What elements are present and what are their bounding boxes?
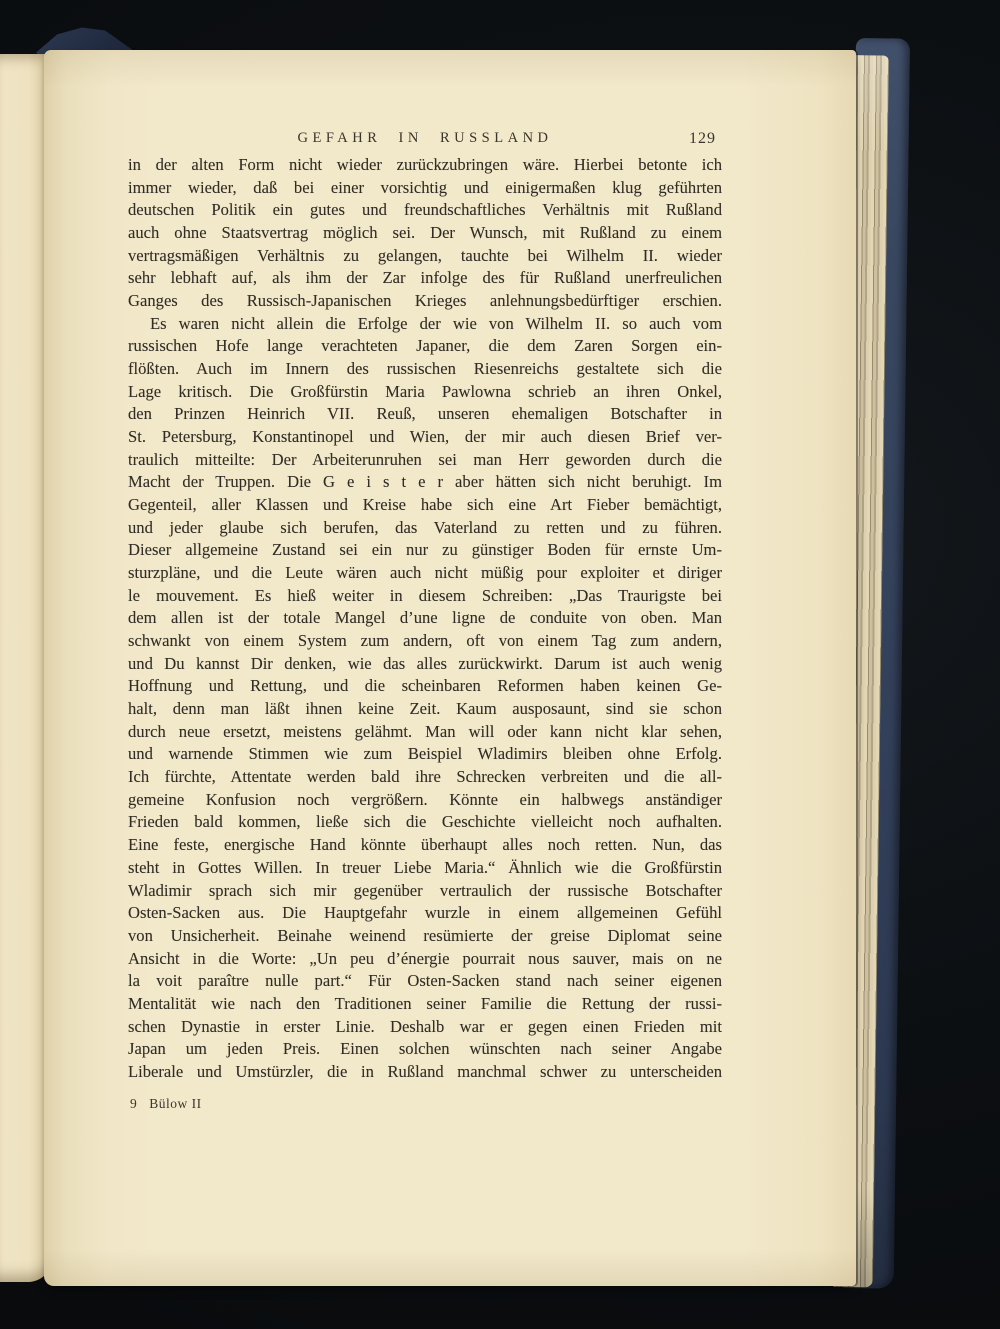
text-line: Macht der Truppen. Die G e i s t e r aber hätten sich nicht beruhigt. Im (128, 472, 722, 492)
text-line: russischen Hofe lange verachteten Japaner, die dem Zaren Sorgen ein- (128, 336, 722, 356)
text-line: St. Petersburg, Konstantinopel und Wien, der mir auch diesen Brief ver- (128, 427, 722, 447)
text-line: auch ohne Staatsvertrag möglich sei. Der Wunsch, mit Rußland zu einem (128, 223, 722, 243)
text-line: sturzpläne, und die Leute wären auch nicht müßig pour exploiter et diriger (128, 563, 722, 583)
running-title: GEFAHR IN RUSSLAND (297, 130, 553, 146)
text-line: Lage kritisch. Die Großfürstin Maria Pawlowna schrieb an ihren Onkel, (128, 381, 722, 401)
text-line: la voit paraître nulle part.“ Für Osten-Sacken stand nach seiner eigenen (128, 971, 722, 991)
signature-number: 9 (130, 1096, 138, 1111)
text-line: in der alten Form nicht wieder zurückzubringen wäre. Hierbei betonte ich (128, 155, 722, 174)
text-line: Liberale und Umstürzler, die in Rußland manchmal schwer zu unterscheiden (128, 1061, 722, 1081)
text-line: le mouvement. Es hieß weiter in diesem Schreiben: „Das Traurigste bei (128, 585, 722, 605)
text-line: Ansicht in die Worte: „Un peu d’énergie pourrait nous sauver, mais on ne (128, 948, 722, 968)
text-line: Dieser allgemeine Zustand sei ein nur zu günstiger Boden für ernste Um- (128, 540, 722, 560)
text-line: und Du kannst Dir denken, wie das alles zurückwirkt. Darum ist auch wenig (128, 653, 722, 673)
text-line: von Unsicherheit. Beinahe weinend resümierte der greise Diplomat seine (128, 925, 722, 945)
text-line: steht in Gottes Willen. In treuer Liebe Maria.“ Ähnlich wie die Großfürstin (128, 857, 722, 877)
text-line: dem allen ist der totale Mangel d’une ligne de conduite von oben. Man (128, 608, 722, 628)
text-line: und warnende Stimmen wie zum Beispiel Wladimirs bleiben ohne Erfolg. (128, 744, 722, 764)
text-line: Osten-Sacken aus. Die Hauptgefahr wurzle in einem allgemeinen Gefühl (128, 903, 722, 923)
text-line: vertragsmäßigen Verhältnis zu gelangen, tauchte bei Wilhelm II. wieder (128, 245, 722, 265)
signature-label: Bülow II (149, 1096, 202, 1111)
text-line: und jeder glaube sich berufen, das Vaterland zu retten und zu führen. (128, 517, 722, 537)
text-line: gemeine Konfusion noch vergrößern. Könnte ein halbwegs anständiger (128, 789, 722, 809)
running-header (128, 130, 722, 152)
text-line: schwankt von einem System zum andern, oft von einem Tag zum andern, (128, 631, 722, 651)
text-line: halt, denn man läßt ihnen keine Zeit. Kaum ausposaunt, sind sie schon (128, 699, 722, 719)
body-text (128, 154, 722, 1084)
signature-mark (130, 1096, 202, 1112)
text-line: Japan um jeden Preis. Einen solchen wünschten nach seiner Angabe (128, 1039, 722, 1059)
text-line-paragraph-start: Es waren nicht allein die Erfolge der wie von Wilhelm II. so auch vom (150, 313, 722, 333)
text-line: immer wieder, daß bei einer vorsichtig und einigermaßen klug geführten (128, 177, 722, 197)
text-line: Hoffnung und Rettung, und die scheinbaren Reformen haben keinen Ge- (128, 676, 722, 696)
text-line: traulich mitteilte: Der Arbeiterunruhen sei man Herr geworden durch die (128, 449, 722, 469)
text-line: Mentalität wie nach den Traditionen seiner Familie die Rettung der russi- (128, 993, 722, 1013)
text-line: Ganges des Russisch-Japanischen Krieges anlehnungsbedürftiger erschien. (128, 291, 722, 311)
text-line: Ich fürchte, Attentate werden bald ihre Schrecken verbreiten und die all- (128, 767, 722, 787)
book-page (44, 50, 856, 1286)
text-line: Wladimir sprach sich mir gegenüber vertraulich der russische Botschafter (128, 880, 722, 900)
text-line: Frieden bald kommen, ließe sich die Geschichte vielleicht noch aufhalten. (128, 812, 722, 832)
text-line: durch neue ersetzt, meistens gelähmt. Man will oder kann nicht klar sehen, (128, 721, 722, 741)
text-line: Eine feste, energische Hand könnte überhaupt alles noch retten. Nun, das (128, 835, 722, 855)
text-line: flößten. Auch im Innern des russischen Riesenreichs gestaltete sich die (128, 359, 722, 379)
text-line: Gegenteil, aller Klassen und Kreise habe sich eine Art Fieber bemächtigt, (128, 495, 722, 515)
text-line: den Prinzen Heinrich VII. Reuß, unseren ehemaligen Botschafter in (128, 404, 722, 424)
text-line: deutschen Politik ein gutes und freundschaftliches Verhältnis mit Rußland (128, 200, 722, 220)
text-line: schen Dynastie in erster Linie. Deshalb war er gegen einen Frieden mit (128, 1016, 722, 1036)
page-number: 129 (689, 130, 716, 147)
text-line: sehr lebhaft auf, als ihm der Zar infolge des für Rußland unerfreulichen (128, 268, 722, 288)
